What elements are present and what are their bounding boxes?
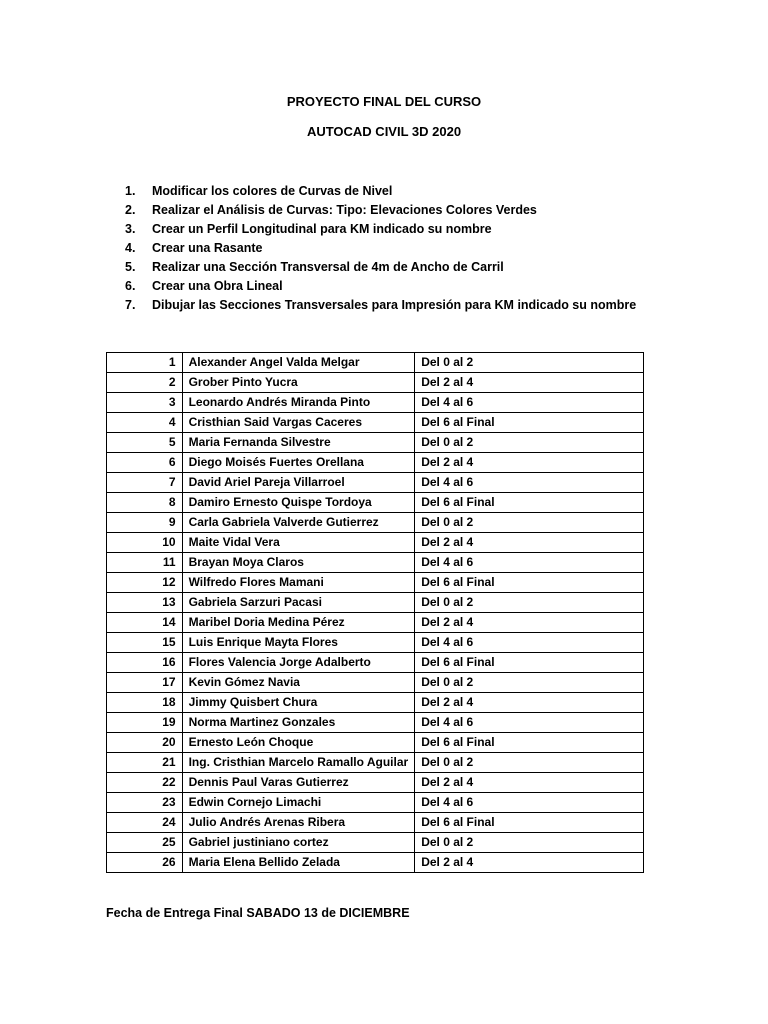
table-row — [107, 673, 644, 693]
km-range: Del 2 al 4 — [415, 693, 644, 713]
km-range: Del 6 al Final — [415, 573, 644, 593]
student-name: Alexander Angel Valda Melgar — [182, 353, 415, 373]
row-number: 2 — [107, 373, 183, 393]
row-number: 24 — [107, 813, 183, 833]
km-range: Del 2 al 4 — [415, 373, 644, 393]
student-name: Edwin Cornejo Limachi — [182, 793, 415, 813]
row-number: 21 — [107, 753, 183, 773]
table-row — [107, 413, 644, 433]
student-name: Wilfredo Flores Mamani — [182, 573, 415, 593]
row-number: 3 — [107, 393, 183, 413]
task-number: 1. — [125, 184, 136, 198]
km-range: Del 0 al 2 — [415, 433, 644, 453]
task-number: 3. — [125, 222, 136, 236]
student-name: Ing. Cristhian Marcelo Ramallo Aguilar — [182, 753, 415, 773]
student-name: Julio Andrés Arenas Ribera — [182, 813, 415, 833]
student-name: Dennis Paul Varas Gutierrez — [182, 773, 415, 793]
row-number: 16 — [107, 653, 183, 673]
row-number: 26 — [107, 853, 183, 873]
student-name: Maribel Doria Medina Pérez — [182, 613, 415, 633]
table-row — [107, 693, 644, 713]
student-name: Carla Gabriela Valverde Gutierrez — [182, 513, 415, 533]
student-name: Flores Valencia Jorge Adalberto — [182, 653, 415, 673]
student-name: Ernesto León Choque — [182, 733, 415, 753]
table-row — [107, 393, 644, 413]
km-range: Del 4 al 6 — [415, 633, 644, 653]
task-item — [125, 296, 636, 315]
row-number: 6 — [107, 453, 183, 473]
student-roster-table — [106, 352, 644, 873]
row-number: 7 — [107, 473, 183, 493]
task-item — [125, 258, 636, 277]
student-name: Maria Fernanda Silvestre — [182, 433, 415, 453]
row-number: 17 — [107, 673, 183, 693]
table-row — [107, 613, 644, 633]
table-row — [107, 433, 644, 453]
student-name: Luis Enrique Mayta Flores — [182, 633, 415, 653]
task-item — [125, 182, 636, 201]
task-text: Realizar el Análisis de Curvas: Tipo: Elevaciones Colores Verdes — [152, 203, 537, 217]
student-name: Gabriela Sarzuri Pacasi — [182, 593, 415, 613]
row-number: 20 — [107, 733, 183, 753]
task-text: Crear una Rasante — [152, 241, 263, 255]
student-name: Maite Vidal Vera — [182, 533, 415, 553]
task-number: 4. — [125, 241, 136, 255]
row-number: 19 — [107, 713, 183, 733]
row-number: 4 — [107, 413, 183, 433]
task-text: Dibujar las Secciones Transversales para Impresión para KM indicado su nombre — [152, 298, 637, 312]
table-row — [107, 853, 644, 873]
student-name: Gabriel justiniano cortez — [182, 833, 415, 853]
km-range: Del 6 al Final — [415, 733, 644, 753]
km-range: Del 4 al 6 — [415, 793, 644, 813]
task-text: Realizar una Sección Transversal de 4m de Ancho de Carril — [152, 260, 504, 274]
km-range: Del 4 al 6 — [415, 553, 644, 573]
table-row — [107, 813, 644, 833]
km-range: Del 0 al 2 — [415, 513, 644, 533]
table-row — [107, 353, 644, 373]
task-item — [125, 239, 636, 258]
table-row — [107, 653, 644, 673]
table-row — [107, 713, 644, 733]
document-subtitle: AUTOCAD CIVIL 3D 2020 — [306, 124, 462, 139]
table-row — [107, 733, 644, 753]
row-number: 5 — [107, 433, 183, 453]
row-number: 1 — [107, 353, 183, 373]
km-range: Del 4 al 6 — [415, 713, 644, 733]
task-item — [125, 220, 636, 239]
task-item — [125, 277, 636, 296]
table-row — [107, 593, 644, 613]
student-name: David Ariel Pareja Villarroel — [182, 473, 415, 493]
km-range: Del 6 al Final — [415, 653, 644, 673]
km-range: Del 0 al 2 — [415, 353, 644, 373]
student-name: Jimmy Quisbert Chura — [182, 693, 415, 713]
table-row — [107, 473, 644, 493]
km-range: Del 2 al 4 — [415, 453, 644, 473]
student-name: Kevin Gómez Navia — [182, 673, 415, 693]
km-range: Del 2 al 4 — [415, 613, 644, 633]
table-row — [107, 833, 644, 853]
km-range: Del 0 al 2 — [415, 833, 644, 853]
km-range: Del 2 al 4 — [415, 853, 644, 873]
row-number: 15 — [107, 633, 183, 653]
row-number: 12 — [107, 573, 183, 593]
row-number: 8 — [107, 493, 183, 513]
row-number: 11 — [107, 553, 183, 573]
task-item — [125, 201, 636, 220]
row-number: 14 — [107, 613, 183, 633]
km-range: Del 4 al 6 — [415, 473, 644, 493]
student-name: Grober Pinto Yucra — [182, 373, 415, 393]
table-row — [107, 753, 644, 773]
task-text: Crear una Obra Lineal — [152, 279, 283, 293]
task-text: Crear un Perfil Longitudinal para KM indicado su nombre — [152, 222, 492, 236]
table-row — [107, 793, 644, 813]
student-name: Maria Elena Bellido Zelada — [182, 853, 415, 873]
table-row — [107, 533, 644, 553]
row-number: 10 — [107, 533, 183, 553]
student-name: Damiro Ernesto Quispe Tordoya — [182, 493, 415, 513]
student-name: Brayan Moya Claros — [182, 553, 415, 573]
row-number: 25 — [107, 833, 183, 853]
student-name: Leonardo Andrés Miranda Pinto — [182, 393, 415, 413]
km-range: Del 6 al Final — [415, 493, 644, 513]
km-range: Del 2 al 4 — [415, 533, 644, 553]
table-row — [107, 493, 644, 513]
km-range: Del 0 al 2 — [415, 593, 644, 613]
km-range: Del 0 al 2 — [415, 673, 644, 693]
task-number: 6. — [125, 279, 136, 293]
delivery-date-note: Fecha de Entrega Final SABADO 13 de DICIEMBRE — [106, 906, 410, 920]
row-number: 9 — [107, 513, 183, 533]
row-number: 23 — [107, 793, 183, 813]
km-range: Del 0 al 2 — [415, 753, 644, 773]
table-row — [107, 553, 644, 573]
student-name: Diego Moisés Fuertes Orellana — [182, 453, 415, 473]
student-name: Cristhian Said Vargas Caceres — [182, 413, 415, 433]
km-range: Del 2 al 4 — [415, 773, 644, 793]
table-row — [107, 573, 644, 593]
row-number: 13 — [107, 593, 183, 613]
table-row — [107, 513, 644, 533]
km-range: Del 4 al 6 — [415, 393, 644, 413]
student-name: Norma Martinez Gonzales — [182, 713, 415, 733]
task-number: 7. — [125, 298, 136, 312]
table-row — [107, 453, 644, 473]
table-row — [107, 773, 644, 793]
km-range: Del 6 al Final — [415, 413, 644, 433]
task-number: 2. — [125, 203, 136, 217]
document-title: PROYECTO FINAL DEL CURSO — [286, 94, 482, 109]
row-number: 18 — [107, 693, 183, 713]
table-row — [107, 373, 644, 393]
task-list — [125, 182, 636, 315]
task-number: 5. — [125, 260, 136, 274]
task-text: Modificar los colores de Curvas de Nivel — [152, 184, 393, 198]
km-range: Del 6 al Final — [415, 813, 644, 833]
row-number: 22 — [107, 773, 183, 793]
table-row — [107, 633, 644, 653]
